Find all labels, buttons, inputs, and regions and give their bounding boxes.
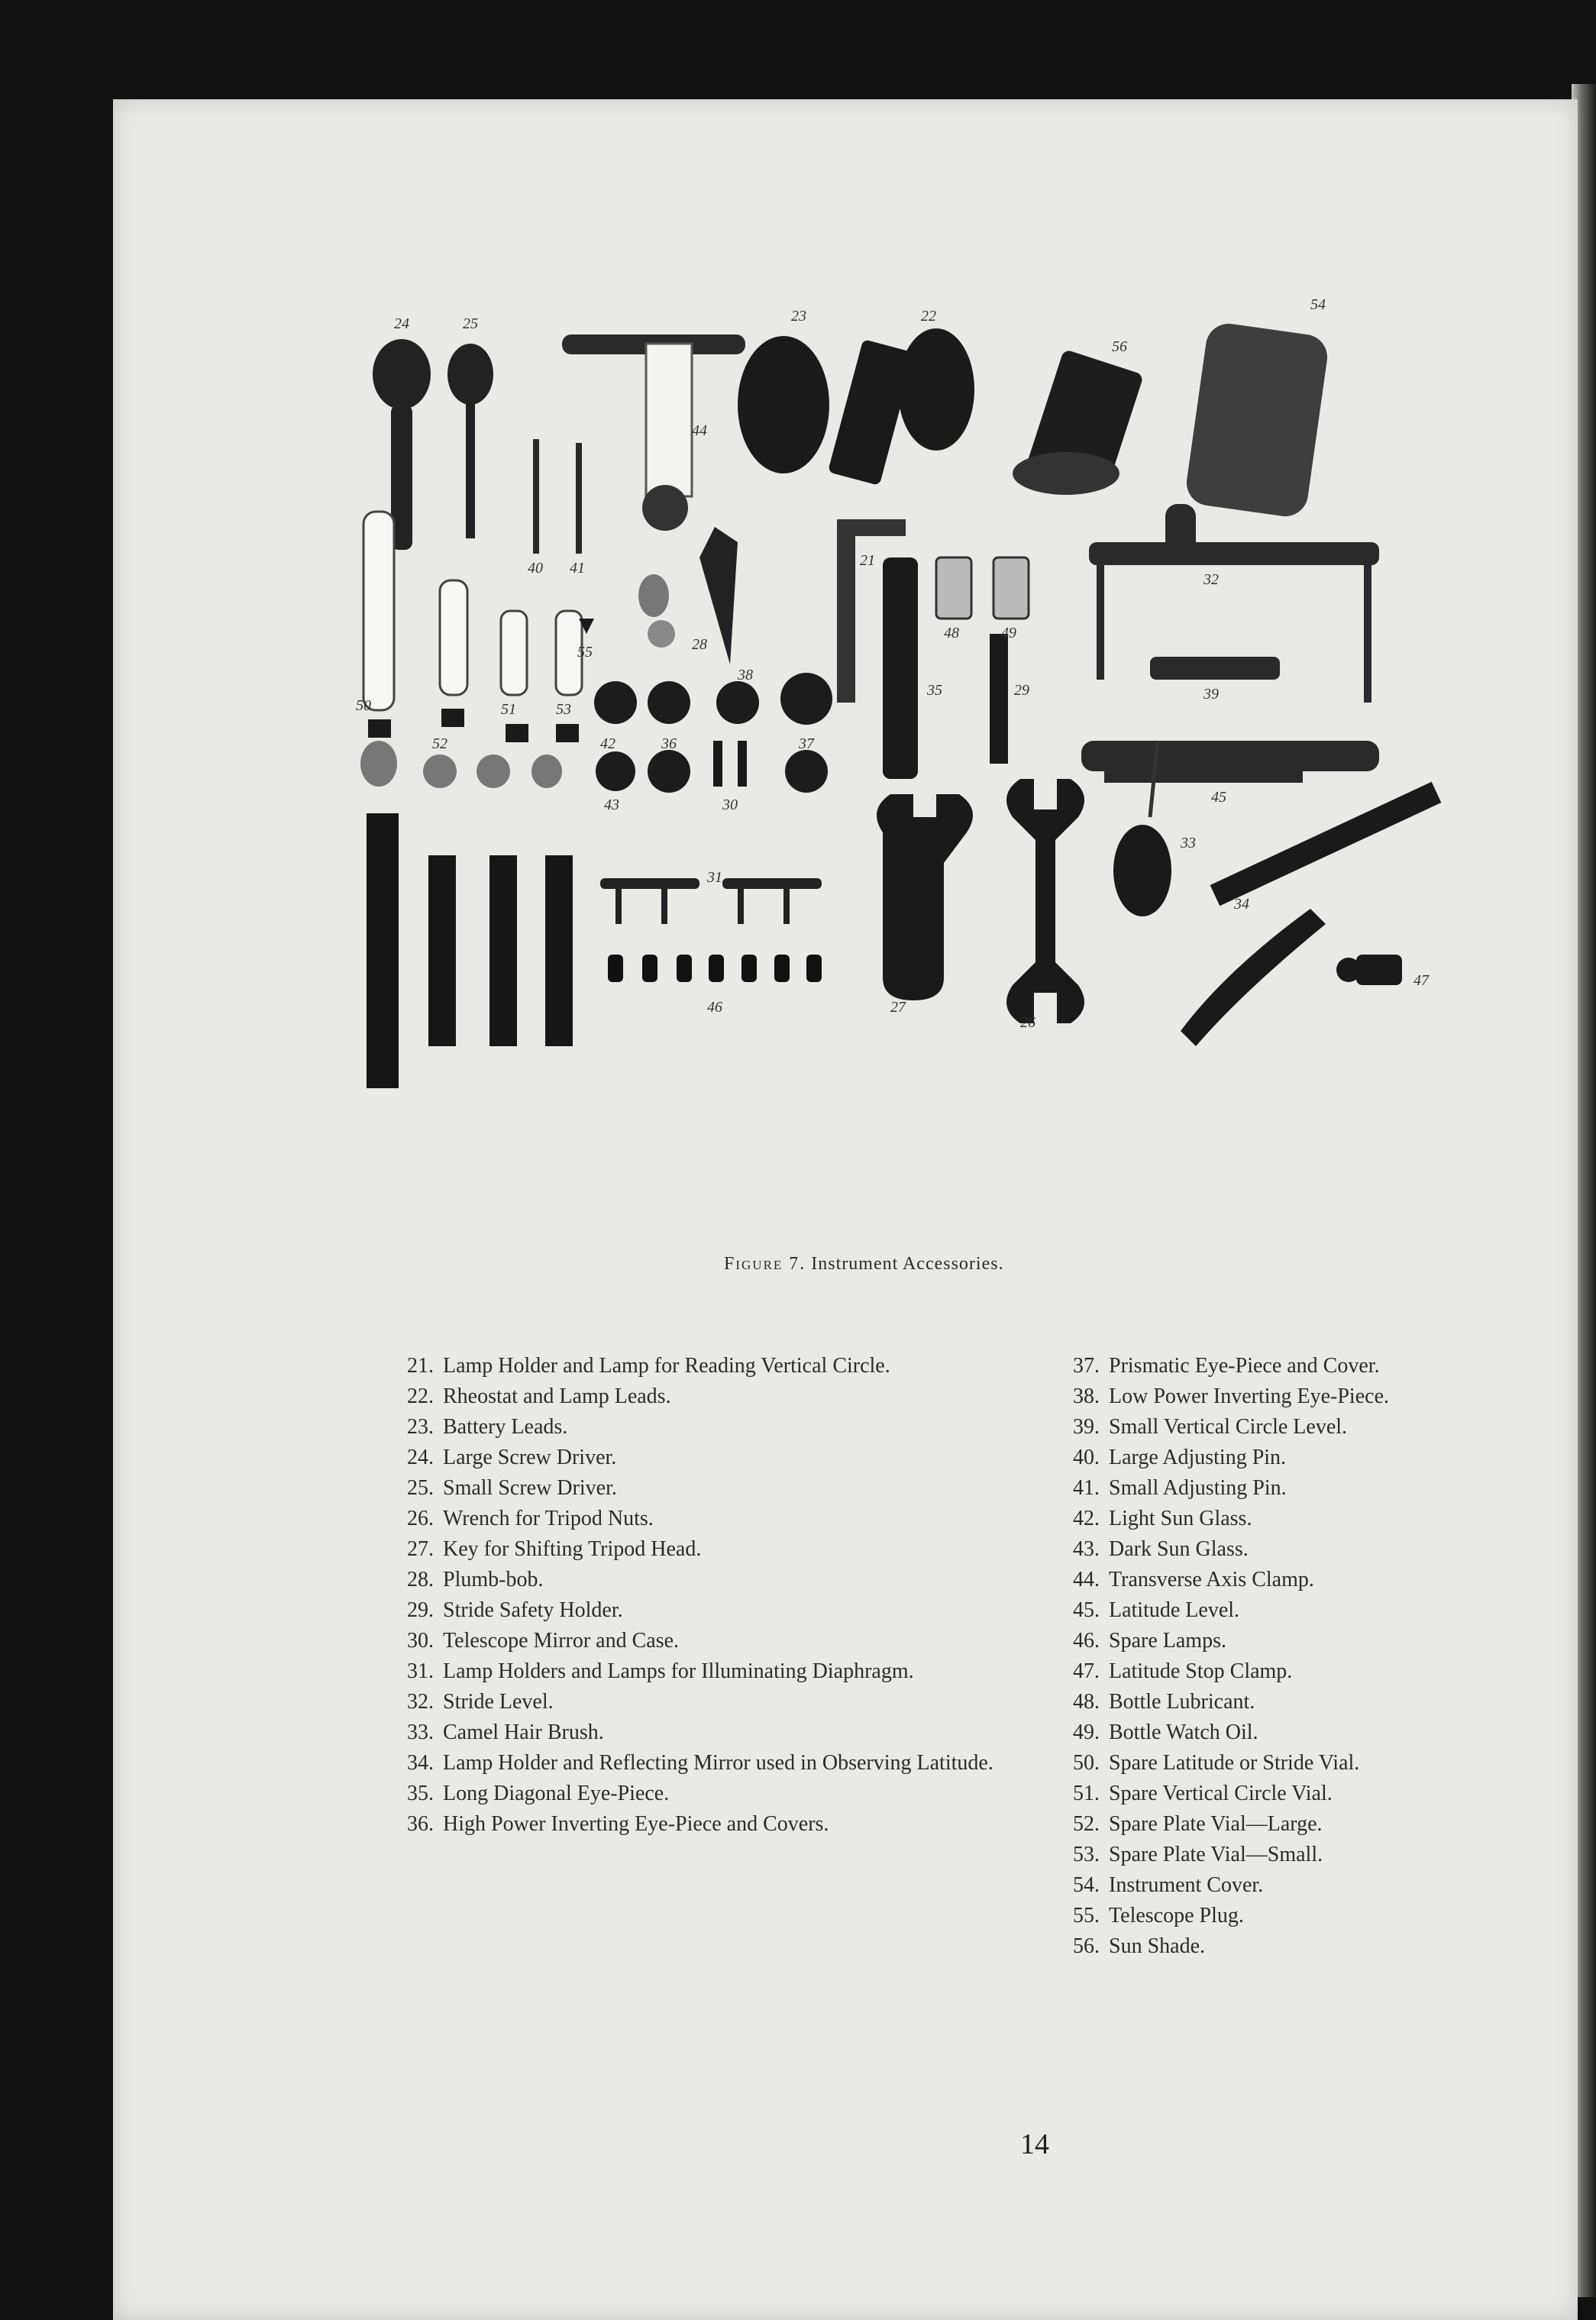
legend-item: 33. Camel Hair Brush.	[407, 1721, 604, 1744]
key-27	[877, 794, 973, 1000]
legend-item: 38. Low Power Inverting Eye-Piece.	[1073, 1385, 1389, 1408]
label-49: 49	[1001, 625, 1016, 641]
label-31: 31	[707, 869, 722, 886]
figure-caption-label: Figure 7.	[724, 1254, 806, 1274]
label-27: 27	[890, 999, 906, 1016]
label-29: 29	[1014, 682, 1029, 699]
label-38: 38	[738, 667, 753, 683]
label-46: 46	[707, 999, 722, 1016]
safety-holder-29	[990, 634, 1008, 764]
circle-level-39	[1150, 657, 1280, 680]
reflecting-mirror-34	[1181, 782, 1441, 1046]
legend-item: 40. Large Adjusting Pin.	[1073, 1446, 1287, 1469]
vial-caps	[368, 709, 579, 742]
page-number: 14	[1020, 2128, 1049, 2160]
legend-item: 21. Lamp Holder and Lamp for Reading Vertical Circle.	[407, 1354, 890, 1378]
label-53: 53	[556, 701, 571, 718]
legend-right-column	[1054, 1352, 1527, 1963]
label-42: 42	[600, 735, 615, 752]
legend-item: 45. Latitude Level.	[1073, 1598, 1240, 1622]
legend-item: 22. Rheostat and Lamp Leads.	[407, 1385, 671, 1408]
label-44: 44	[692, 422, 707, 439]
legend-item: 37. Prismatic Eye-Piece and Cover.	[1073, 1354, 1380, 1378]
adjusting-pins	[533, 439, 582, 554]
legend-item: 51. Spare Vertical Circle Vial.	[1073, 1782, 1333, 1805]
label-35: 35	[927, 682, 942, 699]
label-22: 22	[921, 308, 936, 325]
legend-item: 27. Key for Shifting Tripod Head.	[407, 1537, 702, 1561]
legend-item: 25. Small Screw Driver.	[407, 1476, 617, 1500]
legend-item: 41. Small Adjusting Pin.	[1073, 1476, 1287, 1500]
figure-photograph	[356, 296, 1570, 1268]
label-41: 41	[570, 560, 585, 577]
label-21: 21	[860, 552, 875, 569]
label-45: 45	[1211, 789, 1226, 806]
legend-item: 36. High Power Inverting Eye-Piece and Covers.	[407, 1812, 829, 1836]
label-25: 25	[463, 315, 478, 332]
label-56: 56	[1112, 338, 1127, 355]
label-55: 55	[577, 644, 593, 661]
mirror-case-30	[713, 741, 747, 787]
legend-item: 26. Wrench for Tripod Nuts.	[407, 1507, 654, 1530]
label-48: 48	[944, 625, 959, 641]
legend-item: 53. Spare Plate Vial—Small.	[1073, 1843, 1323, 1866]
label-36: 36	[661, 735, 677, 752]
legend-item: 46. Spare Lamps.	[1073, 1629, 1226, 1653]
label-39: 39	[1203, 686, 1219, 703]
legend-left-column	[388, 1352, 1014, 1840]
label-30: 30	[722, 796, 738, 813]
legend-item: 31. Lamp Holders and Lamps for Illuminating Diaphragm.	[407, 1659, 914, 1683]
instrument-accessories-photo	[356, 296, 1570, 1268]
latitude-level-45	[1081, 741, 1379, 783]
instrument-cover-54	[1184, 321, 1330, 519]
legend-item: 47. Latitude Stop Clamp.	[1073, 1659, 1293, 1683]
label-47: 47	[1413, 972, 1429, 989]
legend-item: 29. Stride Safety Holder.	[407, 1598, 623, 1622]
label-37: 37	[799, 735, 814, 752]
label-32: 32	[1203, 571, 1219, 588]
legend-item: 55. Telescope Plug.	[1073, 1904, 1244, 1927]
legend-item: 43. Dark Sun Glass.	[1073, 1537, 1249, 1561]
label-26: 26	[1020, 1014, 1035, 1031]
legend-item: 28. Plumb-bob.	[407, 1568, 544, 1591]
legend-item: 44. Transverse Axis Clamp.	[1073, 1568, 1314, 1591]
label-50: 50	[356, 697, 371, 714]
legend-item: 52. Spare Plate Vial—Large.	[1073, 1812, 1323, 1836]
label-51: 51	[501, 701, 516, 718]
wrench-26	[1006, 779, 1084, 1023]
legend-item: 42. Light Sun Glass.	[1073, 1507, 1252, 1530]
eyepiece-35	[883, 557, 918, 779]
bottles-48-49	[936, 557, 1029, 619]
sun-shade-56	[1013, 349, 1144, 495]
legend-item: 24. Large Screw Driver.	[407, 1446, 617, 1469]
label-40: 40	[528, 560, 543, 577]
label-43: 43	[604, 796, 619, 813]
label-34: 34	[1234, 896, 1249, 913]
legend-item: 35. Long Diagonal Eye-Piece.	[407, 1782, 670, 1805]
stop-clamp-47	[1336, 955, 1402, 985]
glass-pieces-52	[360, 741, 562, 788]
legend-item: 34. Lamp Holder and Reflecting Mirror used in Observing Latitude.	[407, 1751, 993, 1775]
label-28: 28	[692, 636, 707, 653]
legend-item: 54. Instrument Cover.	[1073, 1873, 1264, 1897]
legend-item: 32. Stride Level.	[407, 1690, 554, 1714]
legend-item: 39. Small Vertical Circle Level.	[1073, 1415, 1348, 1439]
document-page	[113, 99, 1578, 2320]
label-23: 23	[791, 308, 806, 325]
legend-item: 56. Sun Shade.	[1073, 1934, 1205, 1958]
label-54: 54	[1310, 296, 1326, 313]
legend-item: 49. Bottle Watch Oil.	[1073, 1721, 1258, 1744]
axis-clamp-44	[562, 334, 745, 531]
figure-caption	[724, 1254, 1258, 1275]
vial-tubes	[367, 813, 573, 1088]
legend-item: 30. Telescope Mirror and Case.	[407, 1629, 680, 1653]
label-52: 52	[432, 735, 447, 752]
rheostat-22	[828, 328, 974, 486]
legend-item: 48. Bottle Lubricant.	[1073, 1690, 1255, 1714]
battery-leads-23	[738, 336, 829, 473]
spare-lamps-46	[608, 955, 822, 982]
label-33: 33	[1181, 835, 1196, 851]
screwdriver-25	[447, 344, 493, 538]
figure-caption-text: Instrument Accessories.	[811, 1254, 1004, 1274]
label-24: 24	[394, 315, 409, 332]
legend-item: 50. Spare Latitude or Stride Vial.	[1073, 1751, 1360, 1775]
legend-item: 23. Battery Leads.	[407, 1415, 568, 1439]
